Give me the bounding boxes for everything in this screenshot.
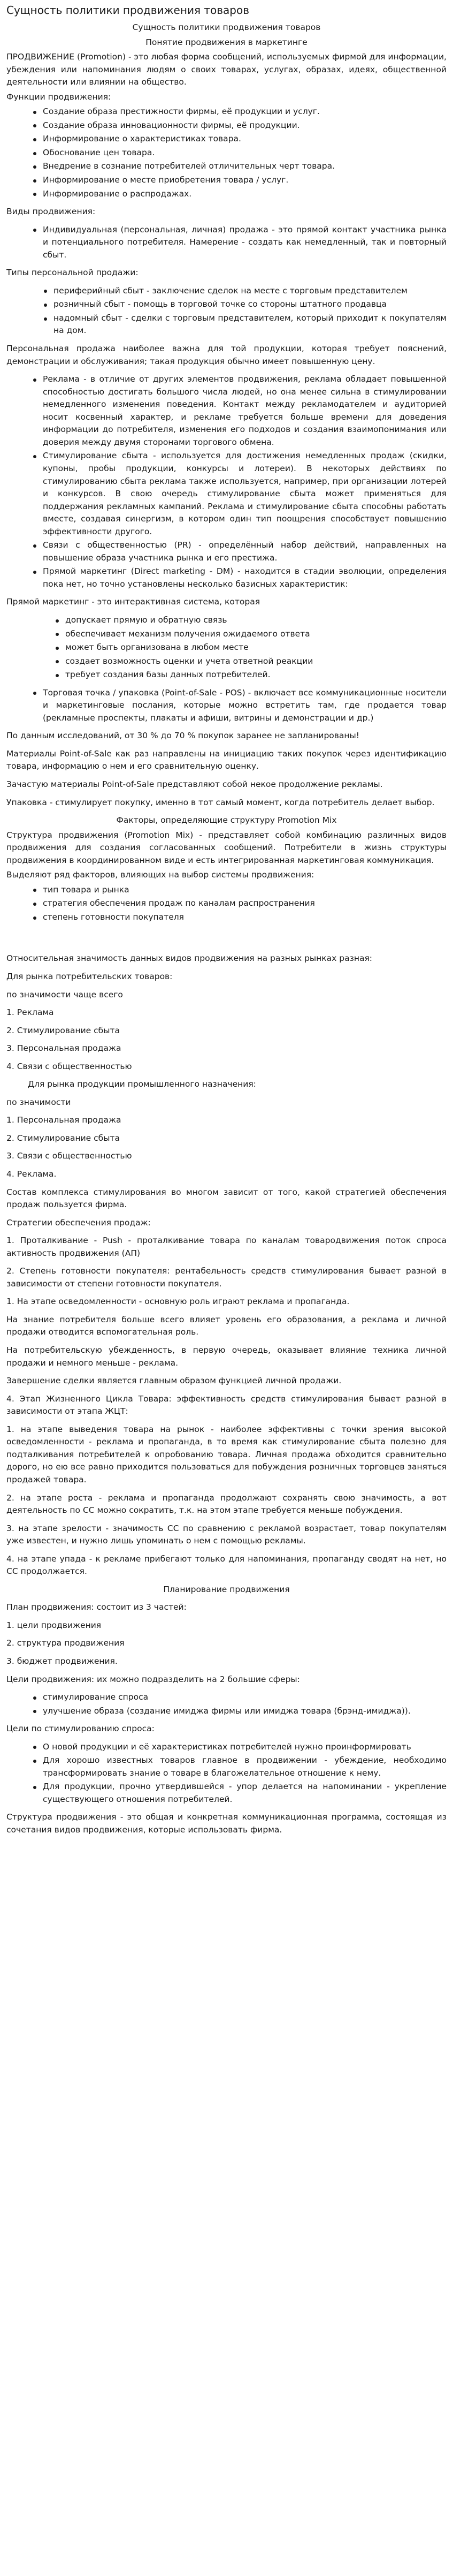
list-item: 4. Реклама. xyxy=(6,1169,57,1179)
list-item: 2. Стимулирование сбыта xyxy=(6,1025,120,1035)
pos-list xyxy=(6,687,447,725)
functions-label: Функции продвижения: xyxy=(6,92,111,102)
goals-list xyxy=(6,1691,447,1717)
paragraph: План продвижения: состоит из 3 частей: xyxy=(6,1602,187,1612)
list-item: 1. Реклама xyxy=(6,1007,54,1018)
page-title: Сущность политики продвижения товаров xyxy=(6,4,249,17)
list-item: 2. структура продвижения xyxy=(6,1638,125,1648)
types-label: Виды продвижения: xyxy=(6,207,96,217)
strategies-label: Стратегии обеспечения продаж: xyxy=(6,1217,151,1228)
list-item: Информирование о характеристиках товара. xyxy=(43,133,447,146)
list-item: 3. Персональная продажа xyxy=(6,1043,121,1054)
list-item: стимулирование спроса xyxy=(43,1691,447,1704)
list-item: О новой продукции и её характеристиках потребителей нужно проинформировать xyxy=(43,1741,447,1754)
list-item: Стимулирование сбыта - используется для достижения немедленных продаж (скидки, купоны, пробы продукции, конкурсы и лотереи). В некоторых действиях по стимулированию сбыта реклама также используется, например, при организации лотерей и конкурсов. В свою очередь стимулирование сбыта может применяться для поддержания рекламных кампаний. Реклама и стимулирование сбыта способны работать вместе, создавая синергизм, в котором один тип поощрения способствует повышению эффективности другого. xyxy=(43,450,447,538)
list-item: улучшение образа (создание имиджа фирмы или имиджа товара (брэнд-имиджа)). xyxy=(43,1705,447,1718)
personal-note: Персональная продажа наиболее важна для той продукции, которая требует пояснений, демонстрации и обслуживания; такая продукция обычно имеет повышенную цену. xyxy=(6,344,447,366)
types-list xyxy=(6,224,447,262)
list-item: Информирование о распродажах. xyxy=(43,188,447,201)
definition-paragraph: ПРОДВИЖЕНИЕ (Promotion) - это любая форма сообщений, используемых фирмой для информации, убеждения или напоминания людям о своих товарах, услугах, образах, идеях, общественной деятельности или влиянии на общество. xyxy=(6,52,447,87)
list-item: Прямой маркетинг (Direct marketing - DM) - находится в стадии эволюции, определения пока нет, но точно установлены несколько базисных характеристик: xyxy=(43,565,447,590)
list-item: 2. Стимулирование сбыта xyxy=(6,1133,120,1143)
list-item: Торговая точка / упаковка (Point-of-Sale - POS) - включает все коммуникационные носители и маркетинговые послания, которые можно встретить там, где продается товар (рекламные проспекты, плакаты и афиши, витрины и демонстрации и др.) xyxy=(43,687,447,725)
list-item: обеспечивает механизм получения ожидаемого ответа xyxy=(65,628,447,641)
personal-label: Типы персональной продажи: xyxy=(6,268,139,278)
paragraph: 2. Степень готовности покупателя: рентабельность средств стимулирования бывает разной в зависимости от степени готовности покупателя. xyxy=(6,1266,447,1289)
list-item: периферийный сбыт - заключение сделок на месте с торговым представителем xyxy=(53,285,447,298)
paragraph: Состав комплекса стимулирования во многом зависит от того, какой стратегией обеспечения продаж пользуется фирма. xyxy=(6,1187,447,1210)
list-item: розничный сбыт - помощь в торговой точке со стороны штатного продавца xyxy=(53,298,447,311)
final-paragraph: Структура продвижения - это общая и конкретная коммуникационная программа, состоящая из сочетания видов продвижения, которые использовать фирма. xyxy=(6,1812,447,1835)
list-item: 3. бюджет продвижения. xyxy=(6,1656,118,1666)
list-item: 4. Связи с общественностью xyxy=(6,1061,132,1071)
goals-label: Цели продвижения: их можно подразделить на 2 большие сферы: xyxy=(6,1674,300,1684)
functions-list xyxy=(6,105,447,200)
list-item: Для хорошо известных товаров главное в продвижении - убеждение, необходимо трансформировать знание о товаре в благожелательное отношение к нему. xyxy=(43,1754,447,1779)
spacer xyxy=(6,929,447,947)
paragraph: 2. на этапе роста - реклама и пропаганда продолжают сохранять свою значимость, а вот деятельность по СС можно сократить, т.к. на этом этапе требуется меньше побуждения. xyxy=(6,1492,447,1516)
paragraph: 1. Проталкивание - Push - проталкивание товара по каналам товародвижения поток спроса активность продвижения (АП) xyxy=(6,1236,447,1258)
list-item: Внедрение в сознание потребителей отличительных черт товара. xyxy=(43,160,447,173)
list-item: Связи с общественностью (PR) - определённый набор действий, направленных на повышение образа участника рынка и его престижа. xyxy=(43,539,447,564)
list-item: Для продукции, прочно утвердившейся - упор делается на напоминании - укрепление существующего отношения потребителей. xyxy=(43,1781,447,1806)
list-item: 1. Персональная продажа xyxy=(6,1115,121,1125)
factors-list xyxy=(6,884,447,924)
paragraph: Структура продвижения (Promotion Mix) - представляет собой комбинацию различных видов продвижения для создания согласованных сообщений. Потребители в жизнь структуры продвижения в координированном виде и есть интегрированная маркетинговая коммуникация. xyxy=(6,830,447,865)
list-item: Создание образа инновационности фирмы, её продукции. xyxy=(43,119,447,132)
dm-label: Прямой маркетинг - это интерактивная система, которая xyxy=(6,597,260,607)
paragraph: На знание потребителя больше всего влияет уровень его образования, а реклама и личной продажи отводится вспомогательная роль. xyxy=(6,1314,447,1337)
personal-list xyxy=(6,285,447,337)
list-item: создает возможность оценки и учета ответной реакции xyxy=(65,655,447,668)
list-item: тип товара и рынка xyxy=(43,884,447,897)
other-types-list xyxy=(6,373,447,590)
paragraph: Зачастую материалы Point-of-Sale представляют собой некое продолжение рекламы. xyxy=(6,779,383,789)
paragraph: Относительная значимость данных видов продвижения на разных рынках разная: xyxy=(6,953,372,964)
section-heading: Факторы, определяющие структуру Promotion Mix xyxy=(116,815,337,825)
list-item: Обоснование цен товара. xyxy=(43,147,447,160)
paragraph: 4. на этапе упада - к рекламе прибегают только для напоминания, пропаганду сводят на нет, но СС продолжается. xyxy=(6,1554,447,1577)
demand-list xyxy=(6,1741,447,1806)
section-heading: Сущность политики продвижения товаров xyxy=(132,22,321,32)
list-item: требует создания базы данных потребителей. xyxy=(65,669,447,681)
list-item: Информирование о месте приобретения товара / услуг. xyxy=(43,174,447,187)
industrial-label: Для рынка продукции промышленного назначения: xyxy=(28,1079,256,1089)
paragraph: Материалы Point-of-Sale как раз направлены на инициацию таких покупок через идентификацию товара, информацию о нем и его сравнительную оценку. xyxy=(6,748,447,771)
list-item: степень готовности покупателя xyxy=(43,911,447,924)
list-item: надомный сбыт - сделки с торговым представителем, который приходит к покупателям на дом. xyxy=(53,312,447,337)
list-item: Индивидуальная (персональная, личная) продажа - это прямой контакт участника рынка и потенциального потребителя. Намерение - создать как немедленный, так и повторный сбыт. xyxy=(43,224,447,262)
paragraph: На потребительскую убежденность, в первую очередь, оказывает влияние техника личной продажи и немного меньше - реклама. xyxy=(6,1345,447,1368)
list-item: допускает прямую и обратную связь xyxy=(65,614,447,627)
section-subheading: Понятие продвижения в маркетинге xyxy=(145,37,308,47)
demand-label: Цели по стимулированию спроса: xyxy=(6,1724,155,1734)
consumer-sub: по значимости чаще всего xyxy=(6,989,123,999)
list-item: стратегия обеспечения продаж по каналам распространения xyxy=(43,897,447,910)
factors-label: Выделяют ряд факторов, влияющих на выбор системы продвижения: xyxy=(6,870,314,880)
list-item: 3. Связи с общественностью xyxy=(6,1151,132,1161)
consumer-label: Для рынка потребительских товаров: xyxy=(6,972,173,981)
industrial-sub: по значимости xyxy=(6,1097,71,1107)
list-item: может быть организована в любом месте xyxy=(65,641,447,654)
paragraph: 1. На этапе осведомленности - основную роль играют реклама и пропаганда. xyxy=(6,1297,350,1307)
list-item: Создание образа престижности фирмы, её продукции и услуг. xyxy=(43,105,447,118)
paragraph: По данным исследований, от 30 % до 70 % покупок заранее не запланированы! xyxy=(6,731,360,741)
paragraph: Упаковка - стимулирует покупку, именно в тот самый момент, когда потребитель делает выбор. xyxy=(6,797,435,807)
dm-list xyxy=(6,614,447,681)
list-item: Реклама - в отличие от других элементов продвижения, реклама обладает повышенной способностью достигать большого числа людей, но она менее сильна в стимулировании немедленного изменения поведения. Контакт между рекламодателем и аудиторией носит косвенный характер, и рекламе требуется больше времени для доведения информации до потребителя, изменения его подходов и создания взаимопонимания или доверия между двумя сторонами торгового обмена. xyxy=(43,373,447,449)
paragraph: 4. Этап Жизненного Цикла Товара: эффективность средств стимулирования бывает разной в зависимости от этапа ЖЦТ: xyxy=(6,1393,447,1416)
paragraph: Завершение сделки является главным образом функцией личной продажи. xyxy=(6,1376,342,1386)
section-heading: Планирование продвижения xyxy=(163,1584,290,1594)
list-item: 1. цели продвижения xyxy=(6,1620,102,1630)
paragraph: 3. на этапе зрелости - значимость СС по сравнению с рекламой возрастает, товар покупателям уже известен, и нужно лишь упоминать о нем с помощью рекламы. xyxy=(6,1523,447,1546)
paragraph: 1. на этапе выведения товара на рынок - наиболее эффективны с точки зрения высокой осведомленности - реклама и пропаганда, в то время как стимулирование сбыта полезно для подталкивания потребителей к опробованию товара. Личная продажа обходится сравнительно дорого, но ею все равно приходится пользоваться для побуждения розничных торговцев заняться продажей товара. xyxy=(6,1424,447,1484)
